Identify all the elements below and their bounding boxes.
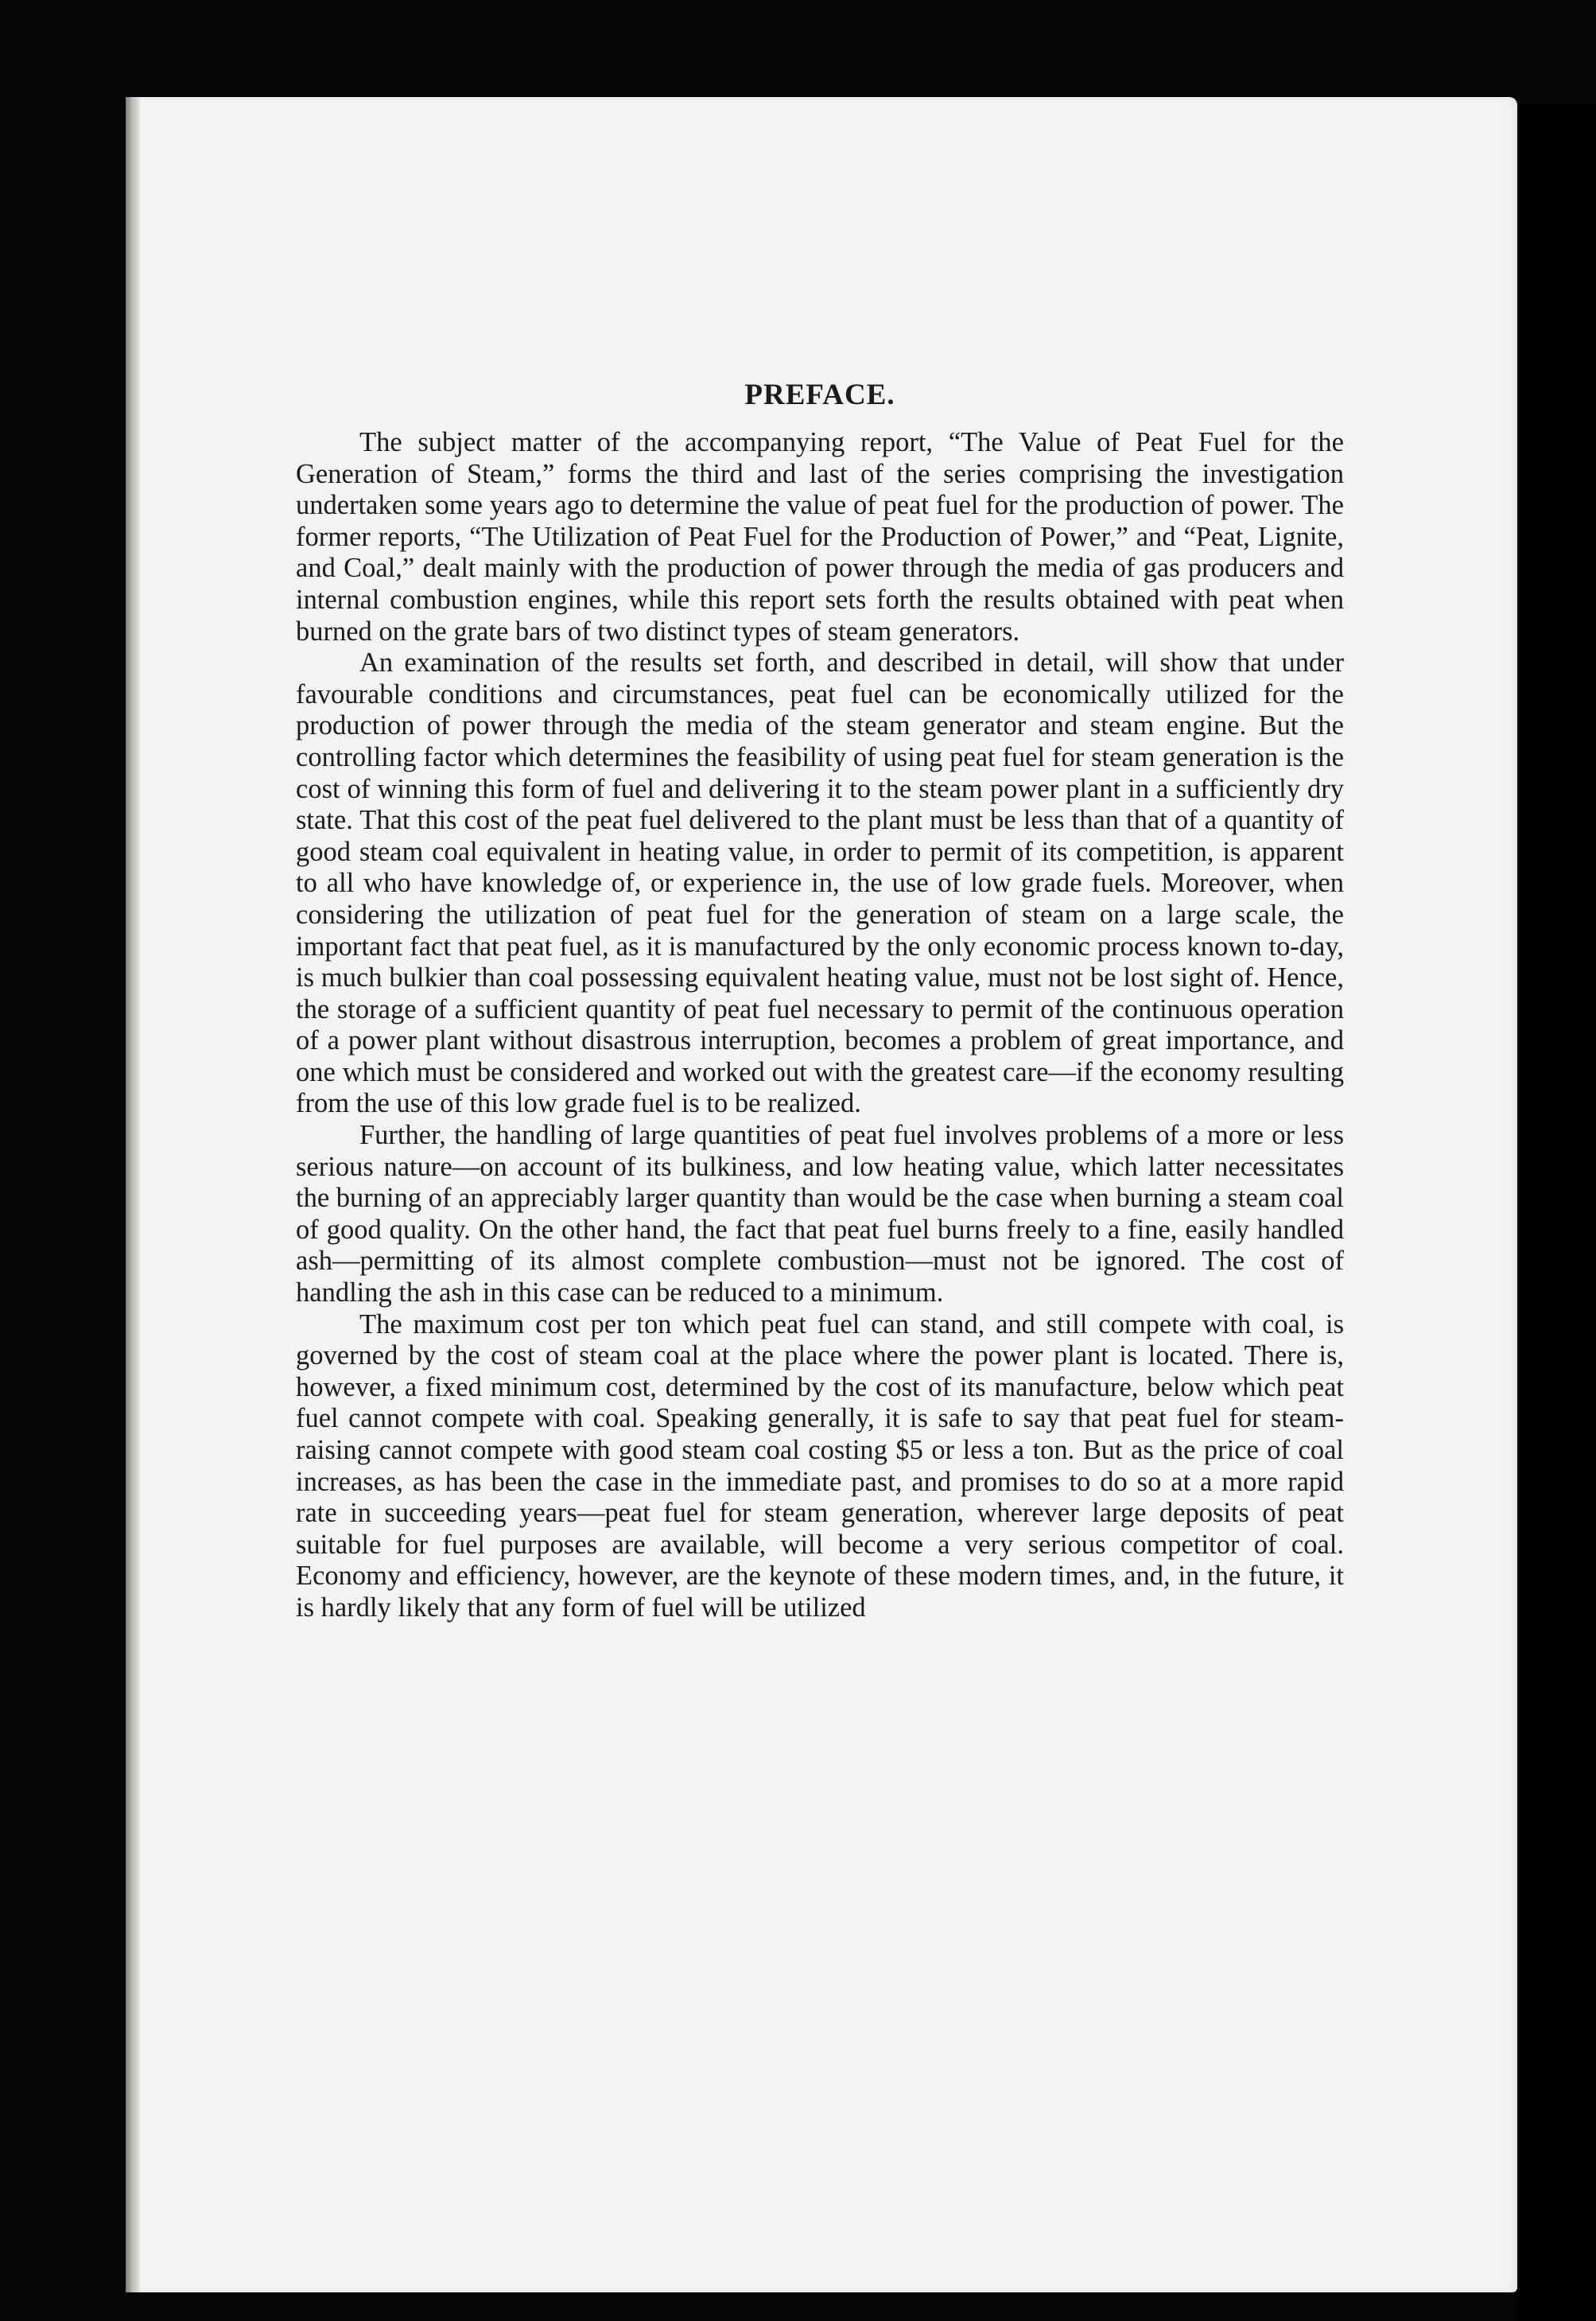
binding-edge <box>126 97 140 2292</box>
paragraph-4: The maximum cost per ton which peat fuel can stand, and still compete with coal, is governed by the cost of steam coal at the place where the power plant is located. There is, however, a fixed minimum cost, determined by the cost of its manufacture, below which peat fuel cannot compete with coal. Speaking generally, it is safe to say that peat fuel for steam-raising cannot compete with good steam coal costing $5 or less a ton. But as the price of coal increases, as has been the case in the immediate past, and promises to do so at a more rapid rate in succeeding years—peat fuel for steam generation, wherever large deposits of peat suitable for fuel purposes are available, will become a very serious competitor of coal. Economy and efficiency, however, are the keynote of these modern times, and, in the future, it is hardly likely that any form of fuel will be utilized <box>296 1308 1344 1623</box>
paragraph-2: An examination of the results set forth, and described in detail, will show that under favourable conditions and circumstances, peat fuel can be economically utilized for the production of power through the media of the steam generator and steam engine. But the controlling factor which determines the feasibility of using peat fuel for steam generation is the cost of winning this form of fuel and delivering it to the steam power plant in a sufficiently dry state. That this cost of the peat fuel delivered to the plant must be less than that of a quantity of good steam coal equivalent in heating value, in order to permit of its competition, is apparent to all who have knowledge of, or experience in, the use of low grade fuels. Moreover, when considering the utilization of peat fuel for the generation of steam on a large scale, the important fact that peat fuel, as it is manufactured by the only economic process known to-day, is much bulkier than coal possessing equivalent heating value, must not be lost sight of. Hence, the storage of a sufficient quantity of peat fuel necessary to permit of the continuous operation of a power plant without disastrous interruption, becomes a problem of great importance, and one which must be considered and worked out with the greatest care—if the economy resulting from the use of this low grade fuel is to be realized. <box>296 647 1344 1119</box>
preface-text-block <box>296 380 1344 1624</box>
paragraph-3: Further, the handling of large quantities of peat fuel involves problems of a more or less serious nature—on account of its bulkiness, and low heating value, which latter necessitates the burning of an appreciably larger quantity than would be the case when burning a steam coal of good quality. On the other hand, the fact that peat fuel burns freely to a fine, easily handled ash—permitting of its almost complete combustion—must not be ignored. The cost of handling the ash in this case can be reduced to a minimum. <box>296 1120 1344 1308</box>
page-title: PREFACE. <box>744 379 895 411</box>
paragraph-1: The subject matter of the accompanying report, “The Value of Peat Fuel for the Generation of Steam,” forms the third and last of the series comprising the investigation undertaken some years ago to determine the value of peat fuel for the production of power. The former reports, “The Utilization of Peat Fuel for the Production of Power,” and “Peat, Lignite, and Coal,” dealt mainly with the production of power through the media of gas producers and internal combustion engines, while this report sets forth the results obtained with peat when burned on the grate bars of two distinct types of steam generators. <box>296 427 1344 647</box>
scan-border-right <box>1517 103 1596 2321</box>
